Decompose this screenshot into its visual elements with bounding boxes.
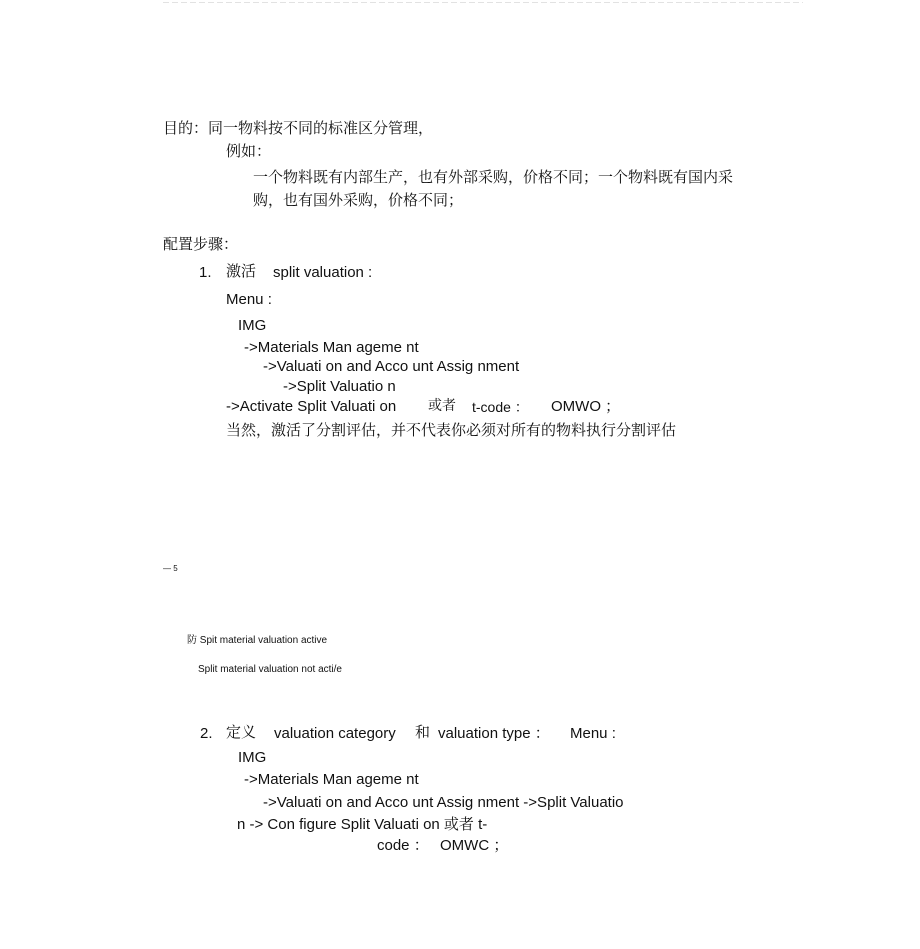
step1-path-3: ->Split Valuatio n xyxy=(283,378,396,395)
example-line-2: 购，也有国外采购，价格不同； xyxy=(253,191,464,209)
config-heading: 配置步骤： xyxy=(163,235,239,253)
step2-img: IMG xyxy=(238,749,267,766)
example-label: 例如： xyxy=(226,142,272,160)
step2-path-1: ->Materials Man ageme nt xyxy=(244,771,419,788)
option-split-not-active: Split material valuation not acti/e xyxy=(198,664,342,675)
purpose-line: 目的：同一物料按不同的标准区分管理， xyxy=(163,119,434,137)
step2-menu-label: Menu : xyxy=(570,725,616,742)
step2-tcode-label: code ： xyxy=(377,837,429,854)
step1-path-4: ->Activate Split Valuati on xyxy=(226,398,397,415)
step1-path-1: ->Materials Man ageme nt xyxy=(244,339,419,356)
step2-valuation-type: valuation type ： xyxy=(438,725,550,742)
step1-title-en: split valuation : xyxy=(273,264,373,281)
step1-tcode-value: OMWO ； xyxy=(551,398,621,415)
step2-path-2: ->Valuati on and Acco unt Assig nment ->Split Valuatio xyxy=(263,794,624,811)
step1-path-2: ->Valuati on and Acco unt Assig nment xyxy=(263,358,520,375)
step2-valuation-category: valuation category xyxy=(274,725,396,742)
header-rule xyxy=(163,2,803,3)
step2-path-3: n -> Con figure Split Valuati on 或者 t- xyxy=(237,816,488,833)
step2-number: 2. xyxy=(200,725,213,742)
step1-menu-label: Menu : xyxy=(226,291,272,308)
step1-or: 或者 xyxy=(428,398,456,414)
step2-and: 和 xyxy=(415,723,431,741)
step2-title-cn: 定义 xyxy=(226,723,257,741)
step1-number: 1. xyxy=(199,264,212,281)
page-marker: — 5 xyxy=(163,564,178,573)
step1-title-cn: 激活 xyxy=(226,262,257,280)
step1-tcode-label: t-code ： xyxy=(472,399,529,415)
step1-note: 当然，激活了分割评估，并不代表你必须对所有的物料执行分割评估 xyxy=(226,421,677,439)
step1-img: IMG xyxy=(238,317,267,334)
example-line-1: 一个物料既有内部生产，也有外部采购，价格不同；一个物料既有国内采 xyxy=(253,168,734,186)
step2-tcode-value: OMWC ； xyxy=(440,837,509,854)
option-split-active: 防 Spit material valuation active xyxy=(187,635,328,646)
